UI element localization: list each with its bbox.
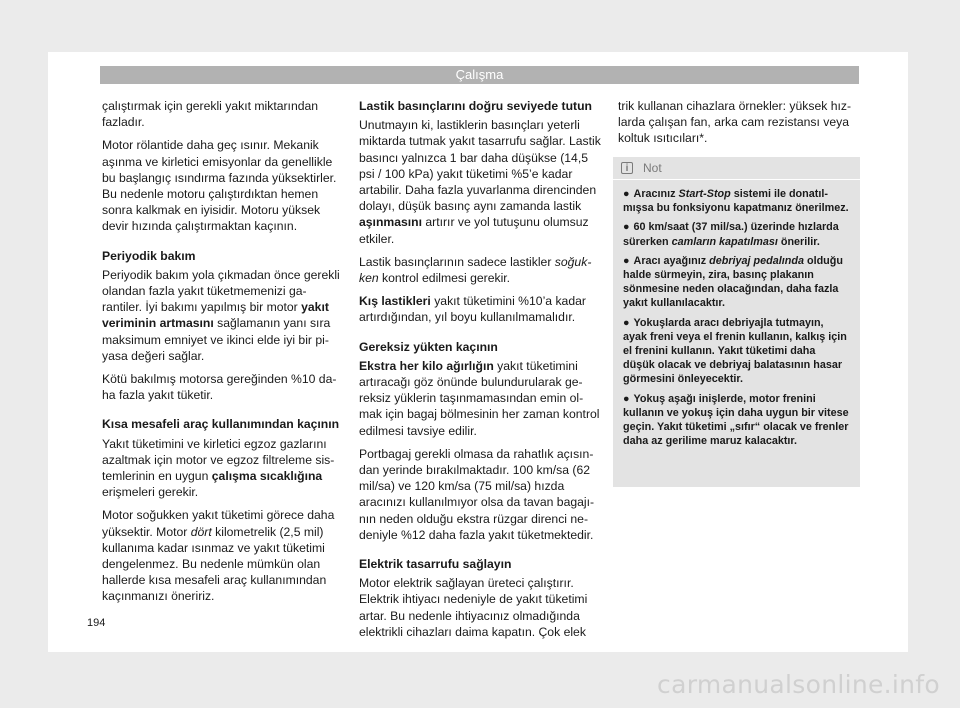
page-number: 194 xyxy=(87,617,106,629)
info-icon: i xyxy=(621,162,633,174)
paragraph: Motor soğukken yakıt tüketimi görece daha yüksektir. Motor dört kilometrelik (2,5 mil) kullanıma kadar ısınmaz ve yakıt tüketimi dengelenmez. Bu nedenle mümkün olan hallerde kısa mesafeli araç kullanımından kaçınmanızı öneririz. xyxy=(102,508,335,604)
paragraph: çalıştırmak için gerekli yakıt miktarından fazladır. xyxy=(102,99,319,130)
column-2 xyxy=(359,98,602,647)
note-title: Not xyxy=(643,161,662,175)
paragraph: Yakıt tüketimini ve kirletici egzoz gazlarını azaltmak için motor ve egzoz filtreleme sistemlerinin en uygun çalışma sıcaklığına erişmeleri gerekir. xyxy=(102,436,335,500)
note-list xyxy=(613,180,860,448)
subheading-tire-pressure: Lastik basınçlarını doğru seviyede tutun xyxy=(359,99,592,113)
paragraph: Portbagaj gerekli olmasa da rahatlık açısından yerinde bırakılmaktadır. 100 km/sa (62 mil/sa) ve 120 km/sa (75 mil/sa) hızda aracınızı kullanılmıyor olsa da tavan bagajının neden olduğu ekstra rüzgar direnci nedeniyle %12 daha fazla yakıt tüketmektedir. xyxy=(359,446,595,542)
list-item: ● Aracı ayağınız debriyaj pedalında olduğu halde sürmeyin, zira, basınç plakanın sönmesine neden olacağından, daha fazla yakıt kullanılacaktır. xyxy=(623,254,843,310)
bullet-icon: ● xyxy=(623,254,630,267)
paragraph: Kötü bakılmış motorsa gereğinden %10 daha fazla yakıt tüketir. xyxy=(102,372,337,403)
section-header xyxy=(100,66,859,84)
paragraph: Ekstra her kilo ağırlığın yakıt tüketimini artıracağı göz önünde bulundurularak gereksiz yüklerin taşınmamasından emin olmak için bagaj bölmesinin her zaman kontrol edilmesi tavsiye edilir. xyxy=(359,358,600,438)
note-box xyxy=(613,157,860,487)
list-item: ● 60 km/saat (37 mil/sa.) üzerinde hızlarda sürerken camların kapatılması önerilir. xyxy=(623,221,839,248)
paragraph: Unutmayın ki, lastiklerin basınçları yeterli miktarda tutmak yakıt tasarrufu sağlar. Lastik basıncı yalnızca 1 bar daha düşükse (14,5 psi / 100 kPa) yakıt tüketimi %5’e kadar artabilir. Daha fazla yuvarlanma direncinden dolayı, düşük basınç aynı zamanda lastik aşınmasını artırır ve yol tutuşunu olumsuz etkiler. xyxy=(359,118,601,246)
watermark: carmanualsonline.info xyxy=(657,670,940,699)
paragraph: trik kullanan cihazlara örnekler: yüksek hızlarda çalışan fan, arka cam rezistansı veya koltuk ısıtıcıları*. xyxy=(618,99,852,146)
subheading-unnecessary-load: Gereksiz yükten kaçının xyxy=(359,339,498,354)
subheading-save-electricity: Elektrik tasarrufu sağlayın xyxy=(359,557,512,572)
bullet-icon: ● xyxy=(623,188,630,200)
column-1 xyxy=(102,98,342,612)
paragraph: Lastik basınçlarının sadece lastikler soğukken kontrol edilmesi gerekir. xyxy=(359,254,592,286)
list-item: ● Aracınız Start-Stop sistemi ile donatılmışsa bu fonksiyonu kapatmanız önerilmez. xyxy=(623,188,849,215)
note-header xyxy=(613,157,860,180)
bullet-icon: ● xyxy=(623,392,630,405)
list-item: ● Yokuşlarda aracı debriyajla tutmayın, ayak freni veya el frenin kullanın, kalkış için el frenini kullanın. Yakıt tüketimi daha düşük olacak ve debriyaj balatasının hasar görmesini önleyecektir. xyxy=(623,316,847,386)
bullet-icon: ● xyxy=(623,221,630,234)
subheading-periodic-maintenance: Periyodik bakım xyxy=(102,248,196,263)
list-item: ● Yokuş aşağı inişlerde, motor frenini kullanın ve yokuş için daha uygun bir vitese geçin. Yakıt tüketimi „sıfır“ olacak ve frenler daha az gerilime maruz kalacaktır. xyxy=(623,392,849,448)
paragraph: Periyodik bakım yola çıkmadan önce gerekli olandan fazla yakıt tüketmemenizi garantiler. İyi bakımı yapılmış bir motor yakıt veriminin artmasını sağlamanın yanı sıra maksimum emniyet ve ikinci elde iyi bir piyasa değeri sağlar. xyxy=(102,267,340,363)
paragraph: Kış lastikleri yakıt tüketimini %10’a kadar artırdığından, yıl boyu kullanılmamalıdır. xyxy=(359,294,586,325)
column-3 xyxy=(618,98,860,154)
bullet-icon: ● xyxy=(623,316,630,329)
paragraph: Motor rölantide daha geç ısınır. Mekanik aşınma ve kirletici emisyonlar da genellikle bu başlangıç ısındırma fazında yüksektirler. Bu nedenle motoru çalıştırdıktan hemen sonra kalkmak en iyisidir. Motoru yüksek devir hızında çalıştırmaktan kaçının. xyxy=(102,138,337,234)
subheading-short-trips: Kısa mesafeli araç kullanımından kaçının xyxy=(102,417,340,432)
paragraph: Motor elektrik sağlayan üreteci çalıştırır. Elektrik ihtiyacı nedeniyle de yakıt tüketimi artar. Bu nedenle ihtiyacınız olmadığında elektrikli cihazları daima kapatın. Çok elek xyxy=(359,576,588,639)
section-title: Çalışma xyxy=(455,67,504,82)
